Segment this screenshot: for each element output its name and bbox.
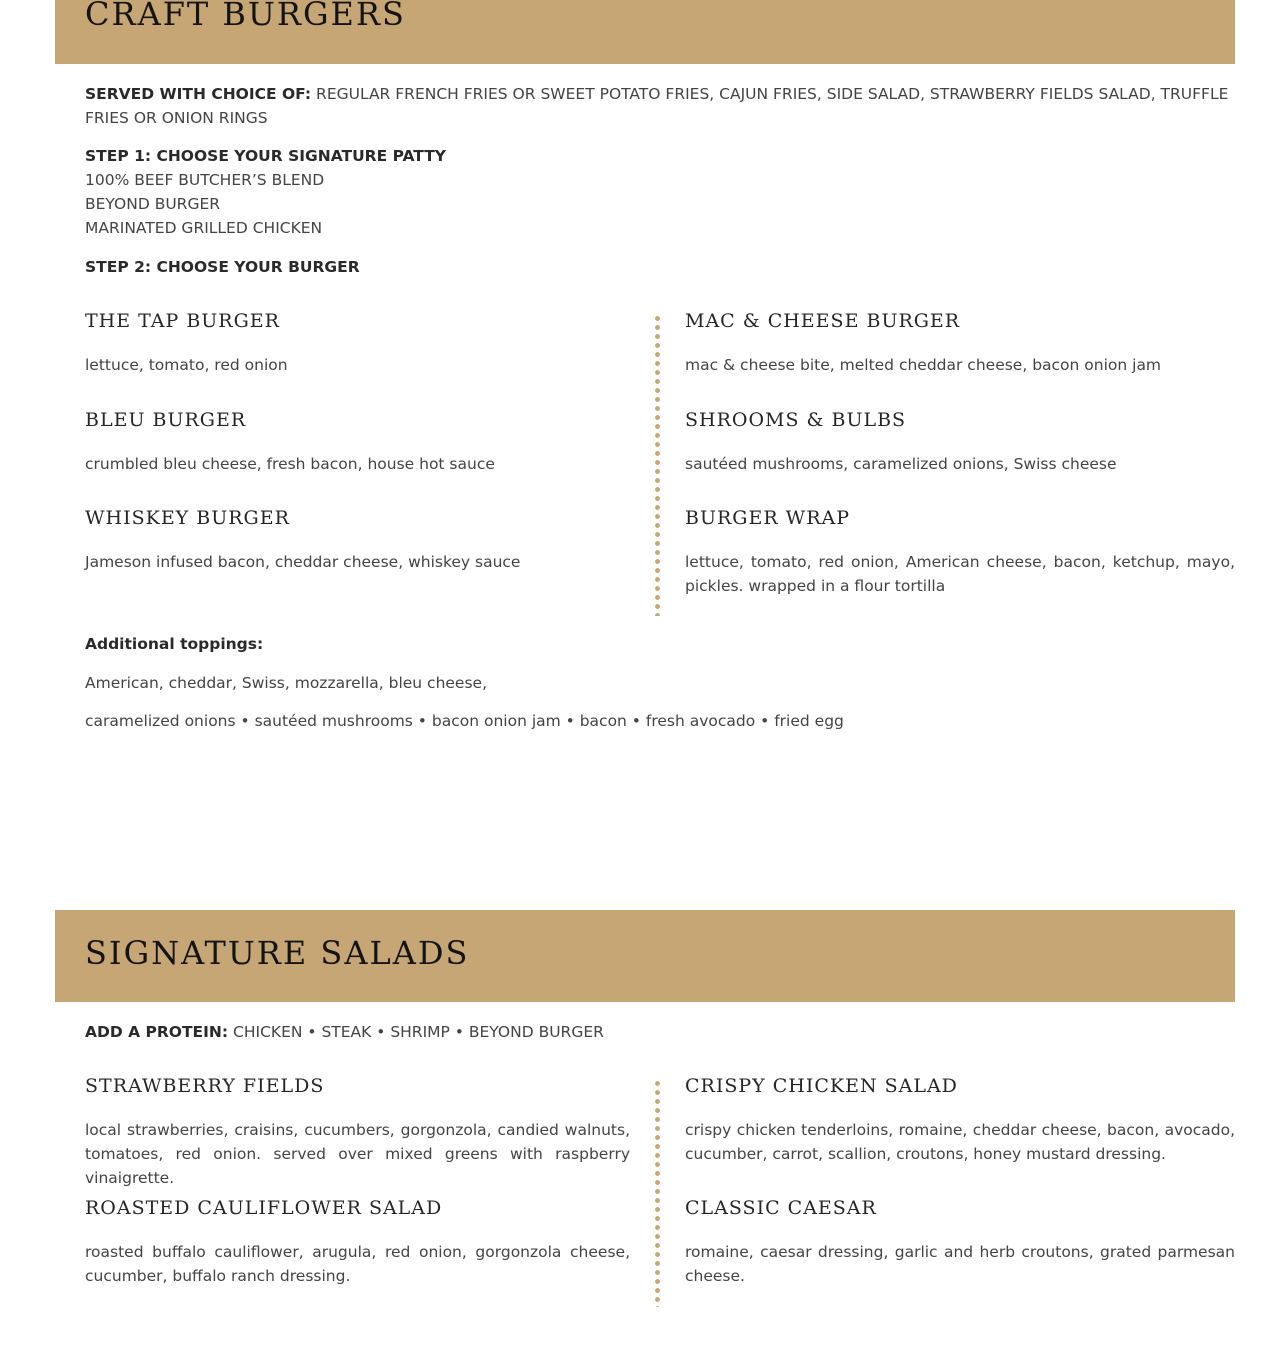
served-label: SERVED WITH CHOICE OF:: [85, 85, 312, 103]
menu-item-description: Jameson infused bacon, cheddar cheese, whiskey sauce: [85, 553, 521, 571]
toppings-extras: caramelized onions • sautéed mushrooms • bacon onion jam • bacon • fresh avocado • fried egg: [85, 712, 844, 730]
salad-column-left: [85, 1075, 630, 1305]
patty-options: [85, 144, 1235, 240]
menu-item-title: WHISKEY BURGER: [85, 507, 290, 529]
protein-note: [85, 1020, 1235, 1044]
section-title: SIGNATURE SALADS: [85, 934, 470, 972]
toppings-label: Additional toppings:: [85, 635, 264, 653]
dotted-divider: [655, 314, 660, 616]
menu-item-title: SHROOMS & BULBS: [685, 409, 907, 431]
protein-label: ADD A PROTEIN:: [85, 1023, 229, 1041]
menu-item-title: ROASTED CAULIFLOWER SALAD: [85, 1197, 443, 1219]
menu-item-title: CRISPY CHICKEN SALAD: [685, 1075, 958, 1097]
step1-label: STEP 1: CHOOSE YOUR SIGNATURE PATTY: [85, 147, 447, 165]
menu-item-description: lettuce, tomato, red onion, American cheese, bacon, ketchup, mayo, pickles. wrapped in a flour tortilla: [685, 553, 1235, 595]
menu-item-description: crispy chicken tenderloins, romaine, cheddar cheese, bacon, avocado, cucumber, carrot, scallion, croutons, honey mustard dressing.: [685, 1121, 1235, 1163]
salad-column-right: [685, 1075, 1235, 1305]
protein-text: CHICKEN • STEAK • SHRIMP • BEYOND BURGER: [233, 1023, 604, 1041]
menu-item-title: MAC & CHEESE BURGER: [685, 310, 961, 332]
sides-note: [85, 82, 1235, 130]
menu-item-title: THE TAP BURGER: [85, 310, 280, 332]
served-text: REGULAR FRENCH FRIES OR SWEET POTATO FRIES, CAJUN FRIES, SIDE SALAD, STRAWBERRY FIELDS SALAD, TRUFFLE FRIES OR ONION RINGS: [85, 85, 1229, 127]
section-title: CRAFT BURGERS: [85, 0, 406, 33]
menu-item-title: BLEU BURGER: [85, 409, 247, 431]
step2-label: STEP 2: CHOOSE YOUR BURGER: [85, 258, 360, 276]
burger-column-left: [85, 310, 630, 610]
burger-column-right: [685, 310, 1235, 610]
section-header-craft-burgers: [55, 0, 1235, 64]
menu-item-title: STRAWBERRY FIELDS: [85, 1075, 325, 1097]
toppings-cheeses: American, cheddar, Swiss, mozzarella, bleu cheese,: [85, 674, 488, 692]
menu-item-title: CLASSIC CAESAR: [685, 1197, 877, 1219]
section-header-signature-salads: [55, 910, 1235, 1002]
patty-option: BEYOND BURGER: [85, 195, 221, 213]
menu-item-title: BURGER WRAP: [685, 507, 851, 529]
patty-option: MARINATED GRILLED CHICKEN: [85, 219, 323, 237]
patty-option: 100% BEEF BUTCHER’S BLEND: [85, 171, 325, 189]
dotted-divider: [655, 1079, 660, 1307]
menu-item-description: romaine, caesar dressing, garlic and herb croutons, grated parmesan cheese.: [685, 1243, 1235, 1285]
menu-item-description: crumbled bleu cheese, fresh bacon, house hot sauce: [85, 455, 495, 473]
menu-item-description: mac & cheese bite, melted cheddar cheese, bacon onion jam: [685, 356, 1162, 374]
menu-item-description: local strawberries, craisins, cucumbers, gorgonzola, candied walnuts, tomatoes, red onion. served over mixed greens with raspberry vinaigrette.: [85, 1121, 630, 1187]
menu-item-description: roasted buffalo cauliflower, arugula, red onion, gorgonzola cheese, cucumber, buffalo ranch dressing.: [85, 1243, 630, 1285]
menu-item-description: sautéed mushrooms, caramelized onions, Swiss cheese: [685, 455, 1117, 473]
menu-item-description: lettuce, tomato, red onion: [85, 356, 288, 374]
